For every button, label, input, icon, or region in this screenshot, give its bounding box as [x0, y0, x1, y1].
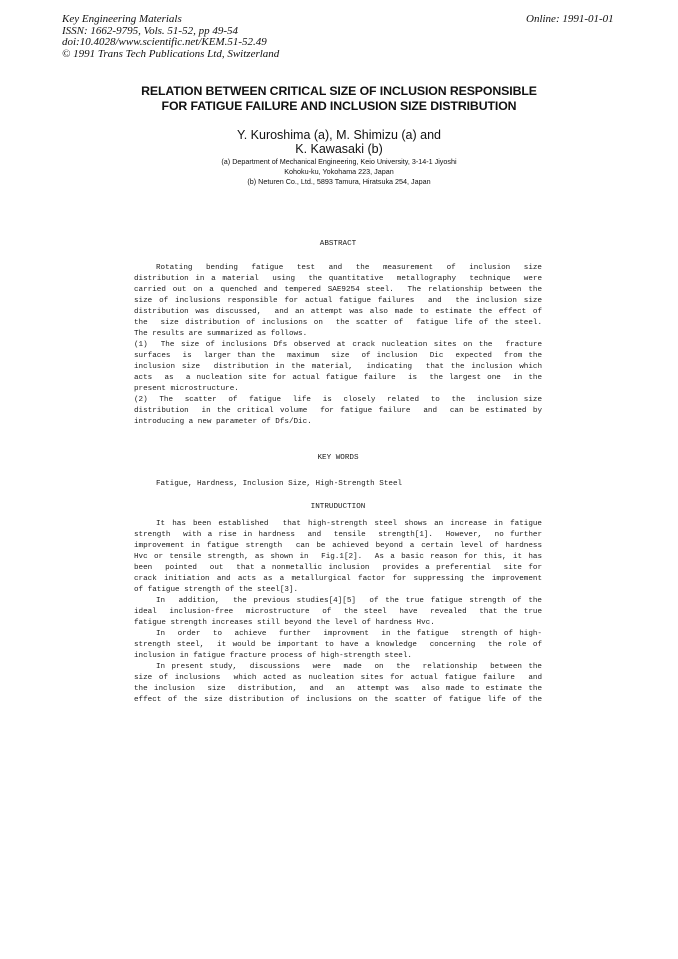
intro-line: strength with a rise in hardness and tensile strength[1]. However, no further — [134, 531, 542, 539]
online-date: Online: 1991-01-01 — [526, 13, 614, 25]
paper-title — [100, 84, 578, 113]
abstract-line: acts as a nucleation site for actual fatigue failure is the largest one in the — [134, 374, 542, 382]
abstract-line: size of inclusions responsible for actual fatigue failures and the inclusion size — [134, 297, 542, 305]
intro-line: effect of the size distribution of inclusions on the scatter of fatigue life of the — [134, 696, 542, 704]
intro-line: improvement in fatigue strength can be achieved beyond a certain level of hardness — [134, 542, 542, 550]
copyright-line: © 1991 Trans Tech Publications Ltd, Switzerland — [62, 47, 280, 60]
abstract-line: distribution was discussed, and an attempt was also made to estimate the effect of — [134, 308, 542, 316]
intro-line: inclusion in fatigue fracture process of high-strength steel. — [134, 652, 412, 660]
journal-name: Key Engineering Materials — [62, 13, 182, 25]
affiliation-a-line-1: (a) Department of Mechanical Engineering, Keio University, 3-14-1 Jiyoshi — [221, 157, 457, 166]
intro-line: of fatigue strength of the steel[3]. — [134, 586, 299, 594]
intro-line: ideal inclusion-free microstructure of the steel have revealed that the true — [134, 608, 542, 616]
affiliations — [100, 157, 578, 187]
abstract-body — [134, 263, 542, 428]
abstract-line: present microstructure. — [134, 385, 239, 393]
affiliation-a-line-2: Kohoku-ku, Yokohama 223, Japan — [284, 167, 394, 176]
intro-line: crack initiation and acts as a metallurgical factor for suppressing the improvement — [134, 575, 542, 583]
intro-line: In addition, the previous studies[4][5] of the true fatigue strength of the — [156, 597, 542, 605]
abstract-line: distribution in a material using the quantitative metallography technique were — [134, 275, 542, 283]
intro-line: been pointed out that a nonmetallic inclusion provides a preferential site for — [134, 564, 542, 572]
authors-line-1: Y. Kuroshima (a), M. Shimizu (a) and — [236, 128, 441, 142]
journal-header — [62, 14, 279, 60]
abstract-line: The results are summarized as follows. — [134, 330, 308, 338]
keywords-list: Fatigue, Hardness, Inclusion Size, High-Strength Steel — [156, 480, 403, 488]
intro-line: the inclusion size distribution, and an attempt was also made to estimate the — [134, 685, 542, 693]
intro-line: In order to achieve further improvment in the fatigue strength of high- — [156, 630, 542, 638]
abstract-line: distribution in the critical volume for fatigue failure and can be estimated by — [134, 407, 542, 415]
introduction-body — [134, 519, 542, 706]
intro-line: strength steel, it would be important to have a knowledge concerning the role of — [134, 641, 542, 649]
intro-line: size of inclusions which acted as nucleation sites for actual fatigue failure and — [134, 674, 542, 682]
abstract-line: Rotating bending fatigue test and the measurement of inclusion size — [156, 264, 542, 272]
abstract-line: inclusion size distribution in the material, indicating that the inclusion which — [134, 363, 542, 371]
affiliation-b-line-1: (b) Neturen Co., Ltd., 5893 Tamura, Hiratsuka 254, Japan — [247, 177, 431, 186]
abstract-line: introducing a new parameter of Dfs/Dic. — [134, 418, 312, 426]
abstract-line: carried out on a quenched and tempered SAE9254 steel. The relationship between the — [134, 286, 542, 294]
intro-line: It has been established that high-strength steel shows an increase in fatigue — [156, 520, 542, 528]
title-line-2: FOR FATIGUE FAILURE AND INCLUSION SIZE DISTRIBUTION — [161, 98, 517, 113]
abstract-line: (1) The size of inclusions Dfs observed at crack nucleation sites on the fracture — [134, 341, 542, 349]
intro-line: fatigue strength increases still beyond the level of hardness Hvc. — [134, 619, 435, 627]
doi-link[interactable]: doi:10.4028/www.scientific.net/KEM.51-52.49 — [62, 36, 267, 48]
abstract-line: (2) The scatter of fatigue life is closely related to the inclusion size — [134, 396, 542, 404]
intro-line: Hvc or tensile strength, as shown in Fig.1[2]. As a basic reason for this, it has — [134, 553, 542, 561]
keywords-heading: KEY WORDS — [317, 454, 359, 462]
abstract-line: the size distribution of inclusions on the scatter of fatigue life of the steel. — [134, 319, 542, 327]
intro-line: In present study, discussions were made on the relationship between the — [156, 663, 542, 671]
author-list — [100, 129, 578, 156]
introduction-heading: INTRUDUCTION — [310, 503, 366, 511]
authors-line-2: K. Kawasaki (b) — [295, 141, 383, 156]
abstract-heading: ABSTRACT — [319, 240, 357, 248]
issn-line: ISSN: 1662-9795, Vols. 51-52, pp 49-54 — [62, 24, 238, 37]
abstract-line: surfaces is larger than the maximum size of inclusion Dic expected from the — [134, 352, 542, 360]
title-line-1: RELATION BETWEEN CRITICAL SIZE OF INCLUSION RESPONSIBLE — [141, 84, 537, 98]
